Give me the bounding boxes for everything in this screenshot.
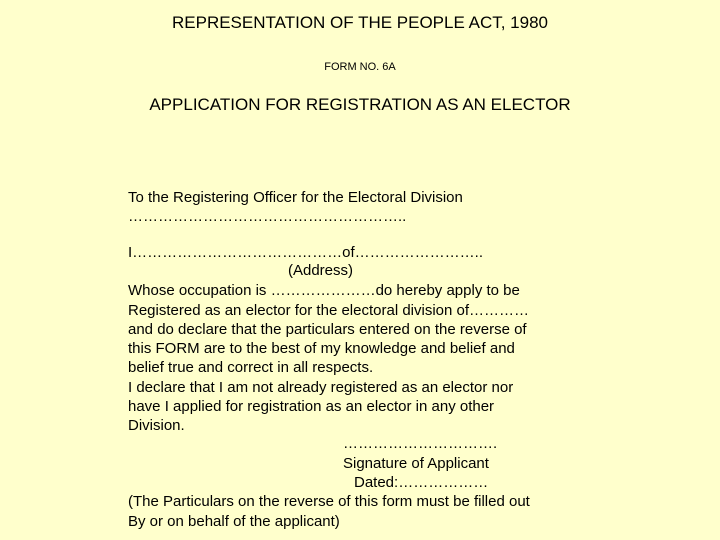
addressee-blank: ……………………………………………….. <box>128 208 407 225</box>
dated-line: Dated:……………… <box>354 474 489 491</box>
application-heading: APPLICATION FOR REGISTRATION AS AN ELECTOR <box>149 95 571 114</box>
body-line: belief true and correct in all respects. <box>128 359 374 376</box>
address-label: (Address) <box>288 262 354 279</box>
occupation-line: Whose occupation is …………………do hereby apply to be <box>128 282 520 299</box>
name-address-line: I……………………………………of…………………….. <box>128 244 484 261</box>
footer-note: (The Particulars on the reverse of this form must be filled out <box>128 493 530 510</box>
body-line: this FORM are to the best of my knowledge and belief and <box>128 340 515 357</box>
signature-label: Signature of Applicant <box>343 455 489 472</box>
signature-blank: …………………………. <box>343 435 498 452</box>
addressee-line: To the Registering Officer for the Electoral Division <box>128 189 463 206</box>
act-title: REPRESENTATION OF THE PEOPLE ACT, 1980 <box>171 13 548 32</box>
body-line: have I applied for registration as an elector in any other <box>128 398 495 415</box>
form-number: FORM NO. 6A <box>324 61 396 73</box>
footer-note: By or on behalf of the applicant) <box>128 513 340 530</box>
declaration-line: I declare that I am not already registered as an elector nor <box>128 379 514 396</box>
body-line: and do declare that the particulars entered on the reverse of <box>128 321 527 338</box>
body-line: Registered as an elector for the electoral division of………… <box>128 302 530 319</box>
body-line: Division. <box>128 417 185 434</box>
